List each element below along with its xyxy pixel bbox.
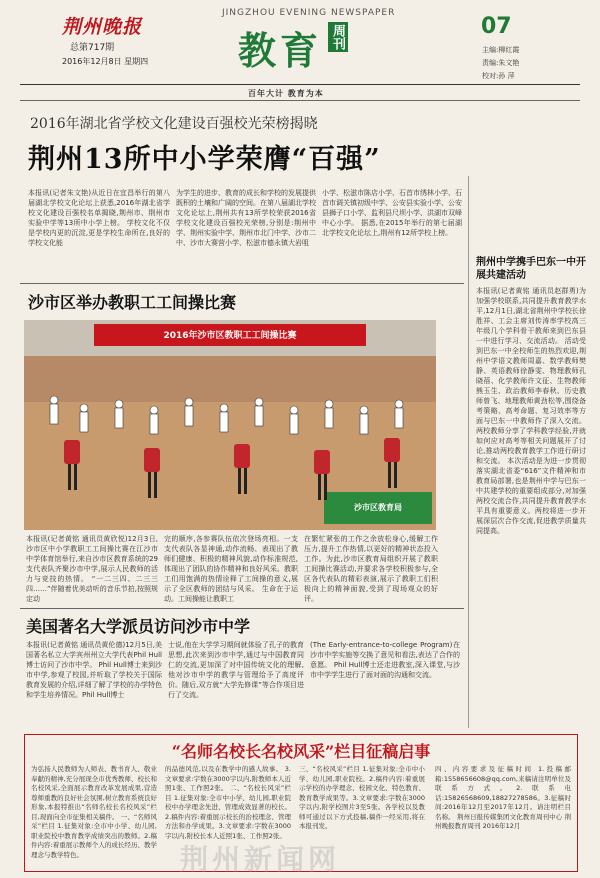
paper-logo: 荆州晚报 [62,16,143,38]
section-sub: 周刊 [328,22,348,52]
designer-credit: 责编:朱文艳 [482,59,520,67]
photo-banner-text: 2016年沙市区教职工工间操比赛 [163,331,297,341]
sidebar-body: 本报讯(记者黄铭 通讯员赵群勇)为加强学校联系,共同提升教育教学水平,12月1日,湖北省荆州中学校长徐胜祥、工会主席刘传涛率学校高三年级几个学科骨干教师来到巴东县一中进行学习、交流活动。 活动受到巴东一中全校师生的热烈欢迎,荆州中学语文教师周嘉、数学教师樊静、英语教师徐静雯、物理教师孔晓蓓、化学教师许文征、生物教师熊玉生、政治教师李春秋、历史教师曾飞、地理教师黄劲松等,围绕备考策略、高考命题、复习效率等方面与巴东一中教师作了深入交流。两校教师分享了学科教学经验,并就如何应对高考等相关问题展开了讨论,推动两校教育教学工作进行研讨和交流。 本次活动是为进一步贯彻落实湖北省委“616”文件精神和市教育局部署,也是荆州中学与巴东一中共建学校的重要组成部分,对加强两校交流合作,共同提升教育教学水平具有重要意义。两校将进一步开展深层次合作交流,促进教学质量共同提高。 [476,287,586,535]
issue-date: 2016年12月8日 星期四 [62,57,149,66]
photo-col-1: 本报讯(记者黄铭 通讯员黄欣悦)12月3日,沙市区中小学教职工工间操比赛在江沙市中学体育馆举行,来自沙市区教育系统的29支代表队齐聚沙市中学,展示人民教师的活力与竞技的热情。 “一二三四、二三三四……”伴随着优美动听的音乐节拍,按照规定动 [26,535,158,603]
issue-number: 总第717期 [70,43,115,53]
masthead-rule [20,84,580,85]
call-col-3: 三、“名校风采”栏目 1.征集对象:全市中小学、幼儿园,职业院校。2.稿件内容:着重展示学校的办学理念、校园文化、特色教育、教育教学成果等。3.文章要求:字数在3000字以内,附学校图片3至5张。各学校以及教师可通过以下方式投稿,稿件一经采用,将在本报刊发。 [299,765,425,830]
page-number: 07 [481,14,512,39]
watermark: 荆州新闻网 [180,843,341,876]
us-headline: 美国著名大学派员访问沙市中学 [26,617,251,636]
us-col-2: 士说,他在大学学习期间就体验了孔子的教育思想,此次来到沙市中学,通过与中国教育同仁的交流,更加深了对中国传统文化的理解,他对沙市中学的教学与管理给予了高度评价。随后,双方就“大学先修课”等合作项目进行了交流。 [168,641,304,699]
english-name: JINGZHOU EVENING NEWSPAPER [222,8,396,18]
photo-headline: 沙市区举办教职工工间操比赛 [28,293,237,312]
proofreader-credit: 校对:孙 萍 [482,72,515,80]
us-col-3: (The Early-entrance-to-college Program)在沙市中学实施等交换了意见和看法,表达了合作的意愿。 Phil Hull博士还走进教室,深入课堂,与沙市中学学生进行了面对面的沟通和交流。 [310,641,460,679]
lead-col-1: 本报讯(记者朱文艳)从近日在宜昌举行的第八届湖北学校文化论坛上获悉,2016年湖北省学校文化建设百强校名单揭晓,荆州市、荆州市实验中学等13所中小学上榜。 学校文化不仅是学校内更的沉淀,更是学校生命所在,良好的学校文化能 [28,189,170,247]
call-col-2: 的品德风范,以及在教学中的感人故事。 3.文章要求:字数在3000字以内,附教师本人近照1张、工作照2张。 二、“名校长风采”栏目 1.征集对象:全市中小学、幼儿园,职业院校中办学理念先进、管理成效显著的校长。2.稿件内容:着重展示校长的治校理念、管理方法和办学成果。3.文章要求:字数在3000字以内,附校长本人近照1张、工作照2张。 [165,765,291,840]
section-title: 教育 [238,28,323,73]
photo-col-3: 在繁忙紧张的工作之余放松身心,缓解工作压力,提升工作热情,以更好的精神状态投入工作。为此,沙市区教育局组织开展了教职工间操比赛活动,并要求各学校积极参与,全区各代表队的精彩表演,展示了教职工们积极向上的精神面貌,受到了现场观众的好评。 [304,535,438,603]
lead-col-2: 为学生的进步、教育的成长和学校的发展提供既积的土壤和广阔的空间。在第八届湖北学校文化论坛上,荆州共有13所学校荣获2016省学校文化建设百强校光荣榜,分别是:荆州中学、荆州实验中学、荆州市北门中学、沙市二中、沙市大赛营小学、松滋市德永镇大岩咀 [176,189,316,247]
photo-bottom-rule [20,608,464,609]
slogan-rule [20,100,580,101]
photo-logo-text: 沙市区教育局 [354,503,402,512]
lead-kicker: 2016年湖北省学校文化建设百强校光荣榜揭晓 [30,116,318,132]
call-headline: “名师名校长名校风采”栏目征稿启事 [171,742,431,761]
editor-credit: 主编:柳红霞 [482,46,520,54]
event-photo-svg [24,320,436,530]
event-photo [24,320,436,530]
sidebar-headline: 荆州中学携手巴东一中开展共建活动 [476,257,586,281]
photo-col-2: 完的顺序,各参赛队伍依次登场亮相。一支支代表队各显神通,动作流畅、表现出了教师们健康、积极的精神风貌,动作标准规范,体现出了团队的协作精神和良好风采。教职工们用饱满的热情诠释了工间操的意义,展示了全区教师的团结与风采。 生命在于运动。工间操能让教职工 [164,535,298,603]
lead-headline: 荆州13所中小学荣膺“百强” [28,144,381,175]
lead-bottom-rule [20,283,464,284]
us-col-1: 本报讯(记者黄铭 通讯员黄伦德)12月5日,美国著名私立大学宾州州立大学代表Phil Hull博士访问了沙市中学。 Phil Hull博士来到沙市中学,参观了校园,并听取了学校关于国际教育发展的介绍,详细了解了学校的办学特色和学生培养情况。Phil Hull博士 [26,641,162,699]
lead-col-3: 小学、松滋市陈店小学、石首市绣林小学、石首市调关镇初级中学、公安县实验小学、公安县狮子口小学、监利县尺坝小学、洪湖市双峰中心小学。 据悉,在2015年举行的第七届湖北学校文化论坛上,荆州有12所学校上榜。 [322,189,462,237]
call-col-1: 为弘扬人民教师为人师表、教书育人、敬业奉献的精神,充分展现全市优秀教师、校长和名校风采,全面展示教育改革发展成果,营造尊师重教的良好社会氛围,树立教育系统良好形象,本报特推出“名师名校长名校风采”栏目,现面向全市征集相关稿件。 一、“名师风采”栏目 1.征集对象:全市中小学、幼儿园,职业院校中教育教学成绩突出的教师。2.稿件内容:着重展示教师个人的成长经历、教学理念与教学特色。 [31,765,157,859]
sidebar-divider [468,176,469,728]
call-col-4: 四、内容要求及征稿时间 1.投稿邮箱:1558656608@qq.com,来稿请注明单位及联系方式。2.联系电话:15826568609,18827278586。3.征稿时间:2016年12月至2017年12月。请注明栏目名称。 荆州日报传媒集团文化教育周刊中心 荆州晚报教育周刊 2016年12月 [435,765,571,830]
slogan: 百年大计 教育为本 [248,89,324,98]
